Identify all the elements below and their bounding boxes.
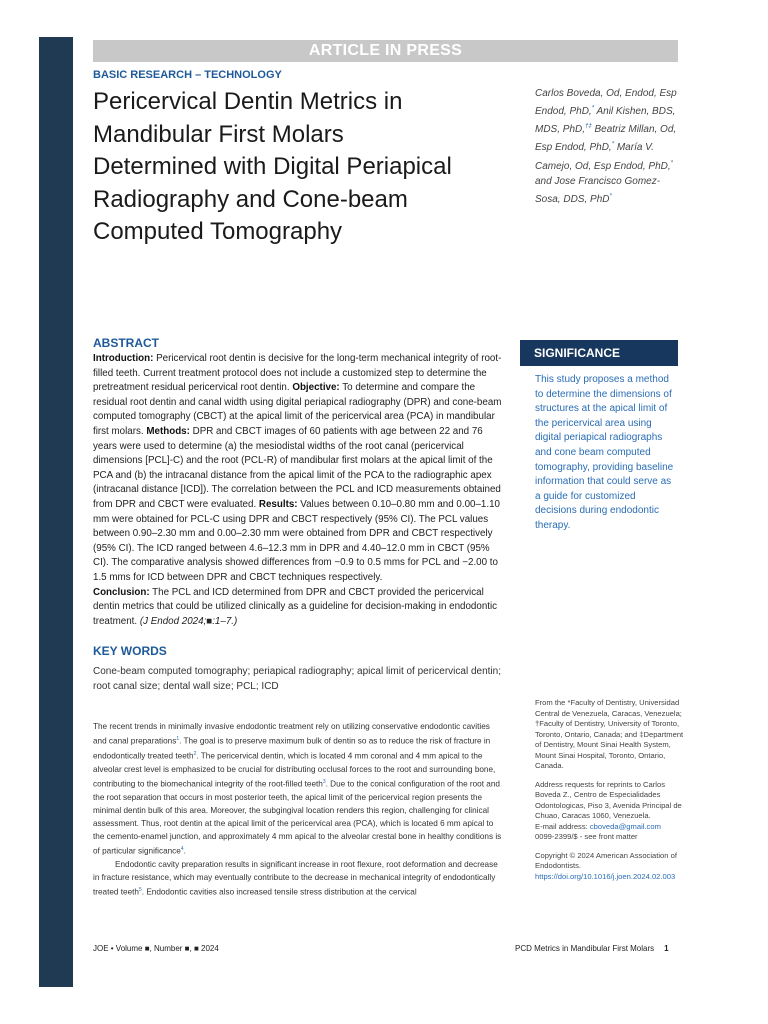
affiliation-from: From the *Faculty of Dentistry, Universidad Central de Venezuela, Caracas, Venezuela; †Faculty of Dentistry, University of Toronto, Toronto, Ontario, Canada; and ‡Department of Dentistry, Mount Sinai Health System, Mount Sinai Hospital, Toronto, Ontario, Canada. bbox=[535, 698, 684, 770]
significance-text: This study proposes a method to determine the dimensions of structures at the apical limit of the pericervical area using digital periapical radiographs and cone beam computed tomography, providing baseline information that could serve as a guide for customized decisions during endodontic therapy. bbox=[535, 374, 674, 531]
objective-label: Objective: bbox=[292, 382, 340, 394]
reference-link[interactable]: 4 bbox=[180, 846, 184, 853]
author-1: Carlos Boveda, Od, Endod, Esp Endod, PhD,* bbox=[535, 88, 677, 118]
conclusion-label: Conclusion: bbox=[93, 586, 150, 598]
objective-text: To determine and compare the residual root dentin and canal width using digital periapical radiography (DPR) and cone-beam computed tomography (CBCT) at the apical limit of the pericervical area (PCA) in mandibular first molars. bbox=[93, 382, 502, 437]
methods-text: DPR and CBCT images of 60 patients with age between 22 and 76 years were used to determine (a) the mesiodistal widths of the root canal (pericervical dimensions [PCL]-C) and the root (PCL-R) of mandibular first molars at the apical limit of the PCA and (b) the intracanal distance from the apical limit of the PCA to the radiographic apex (intracanal distance [ICD]). The correlation between the PCL and ICD measurements obtained from DPR and CBCT were evaluated. bbox=[93, 425, 501, 510]
reference-link[interactable]: 2 bbox=[193, 750, 197, 757]
author-2: Anil Kishen, BDS, MDS, PhD,†‡ bbox=[535, 106, 676, 136]
methods-label: Methods: bbox=[146, 425, 190, 437]
significance-heading: SIGNIFICANCE bbox=[520, 340, 678, 366]
page-number: 1 bbox=[664, 944, 669, 953]
article-title: Pericervical Dentin Metrics in Mandibular First Molars Determined with Digital Periapical Radiography and Cone-beam Computed Tomography bbox=[93, 88, 452, 245]
running-title-footer: PCD Metrics in Mandibular First Molars 1 bbox=[515, 944, 669, 953]
body-paragraph-2: Endodontic cavity preparation results in significant increase in root flexure, root deformation and decrease in fracture resistance, which may eventually contribute to the decrease in mechanical integrity of endodontically treated teeth$^5$. Endodontic cavities also increased tensile stress distribution at the cervical bbox=[93, 859, 498, 897]
reference-link[interactable]: 3 bbox=[322, 778, 326, 785]
conclusion-text: The PCL and ICD determined from DPR and CBCT provided the pericervical dentin metrics that could be utilized clinically as a guideline for decision-making in endodontic treatment. bbox=[93, 586, 498, 627]
body-text bbox=[93, 720, 505, 899]
section-label: BASIC RESEARCH – TECHNOLOGY bbox=[93, 69, 282, 81]
results-text: Values between 0.10–0.80 mm and 0.00–1.10 mm were obtained for PCL-C using DPR and CBCT respectively (95% CI). The PCL values between 0.90–2.30 mm and 0.00–2.30 mm were obtained from DPR and CBCT respectively (95% CI). The ICD ranged between 4.6–12.3 mm in DPR and 4.40–12.0 mm in CBCT (95% CI). The comparative analysis showed differences from −0.9 to 0.5 mms for PCL and −2.00 to 1.5 mms for ICD between DPR and CBCT techniques respectively. bbox=[93, 498, 500, 583]
intro-label: Introduction: bbox=[93, 353, 154, 364]
affiliations bbox=[535, 698, 685, 890]
reprint-address: Address requests for reprints to Carlos Boveda Z., Centro de Especialidades Odontologicas, Piso 3, Avenida Principal de Chuao, Caracas 1060, Venezuela. E-mail address: cboveda@gmail.com 0099-2399/$ - see front matter bbox=[535, 779, 682, 841]
author-5: and Jose Francisco Gomez-Sosa, DDS, PhD* bbox=[535, 176, 661, 206]
reference-link[interactable]: 5 bbox=[138, 887, 142, 894]
abstract-body bbox=[93, 352, 505, 629]
author-list bbox=[535, 86, 685, 208]
results-label: Results: bbox=[258, 498, 298, 510]
reference-link[interactable]: 1 bbox=[176, 736, 180, 743]
email-link[interactable]: cboveda@gmail.com bbox=[589, 821, 661, 831]
keywords-text: Cone-beam computed tomography; periapical radiography; apical limit of pericervical dentin; root canal size; dental wall size; PCL; ICD bbox=[93, 666, 501, 692]
citation-text: (J Endod 2024;■:1–7.) bbox=[137, 615, 238, 627]
journal-footer: JOE • Volume ■, Number ■, ■ 2024 bbox=[93, 944, 219, 953]
article-in-press-banner: ARTICLE IN PRESS bbox=[93, 40, 678, 62]
doi-link[interactable]: https://doi.org/10.1016/j.joen.2024.02.003 bbox=[535, 871, 676, 881]
author-3: Beatriz Millan, Od, Esp Endod, PhD,* bbox=[535, 124, 677, 154]
copyright-block: Copyright © 2024 American Association of Endodontists. https://doi.org/10.1016/j.joen.2024.02.003 bbox=[535, 850, 677, 881]
body-paragraph-1: The recent trends in minimally invasive endodontic treatment rely on utilizing conservative endodontic cavities and canal preparations$^1$. The goal is to preserve maximum bulk of dentin so as to reduce the risk of fracture in endodontically treated teeth$^2$. The pericervical dentin, which is located 4 mm coronal and 4 mm apical to the alveolar crest level is emphasized to be crucial for distributing occlusal forces to the root and surrounding bone, contributing to the biomechanical integrity of the root-filled teeth$^3$. Due to the conical configuration of the root and the root separation that occurs in most posterior teeth, the apical limit of the pericervical region presents the minimal dentin bulk of this area. Moreover, the subgingival location renders this region, challenging for clinical assessment. Thus, root dentin at the apical limit of the pericervical area (PCA), which is located 6 mm apical to the cemento-enamel junction, and approximately 4 mm apical to the alveolar crestal bone in healthy conditions is of particular significance$^4$. bbox=[93, 722, 502, 856]
intro-text: Pericervical root dentin is decisive for the long-term mechanical integrity of root-filled teeth. Current treatment protocol does not include a customized step to determine the pretreatment residual pericervical root dentin. bbox=[93, 353, 502, 394]
side-color-bar bbox=[39, 37, 73, 987]
abstract-heading: ABSTRACT bbox=[93, 336, 159, 350]
author-4: María V. Camejo, Od, Esp Endod, PhD,* bbox=[535, 142, 673, 172]
keywords-heading: KEY WORDS bbox=[93, 644, 167, 658]
